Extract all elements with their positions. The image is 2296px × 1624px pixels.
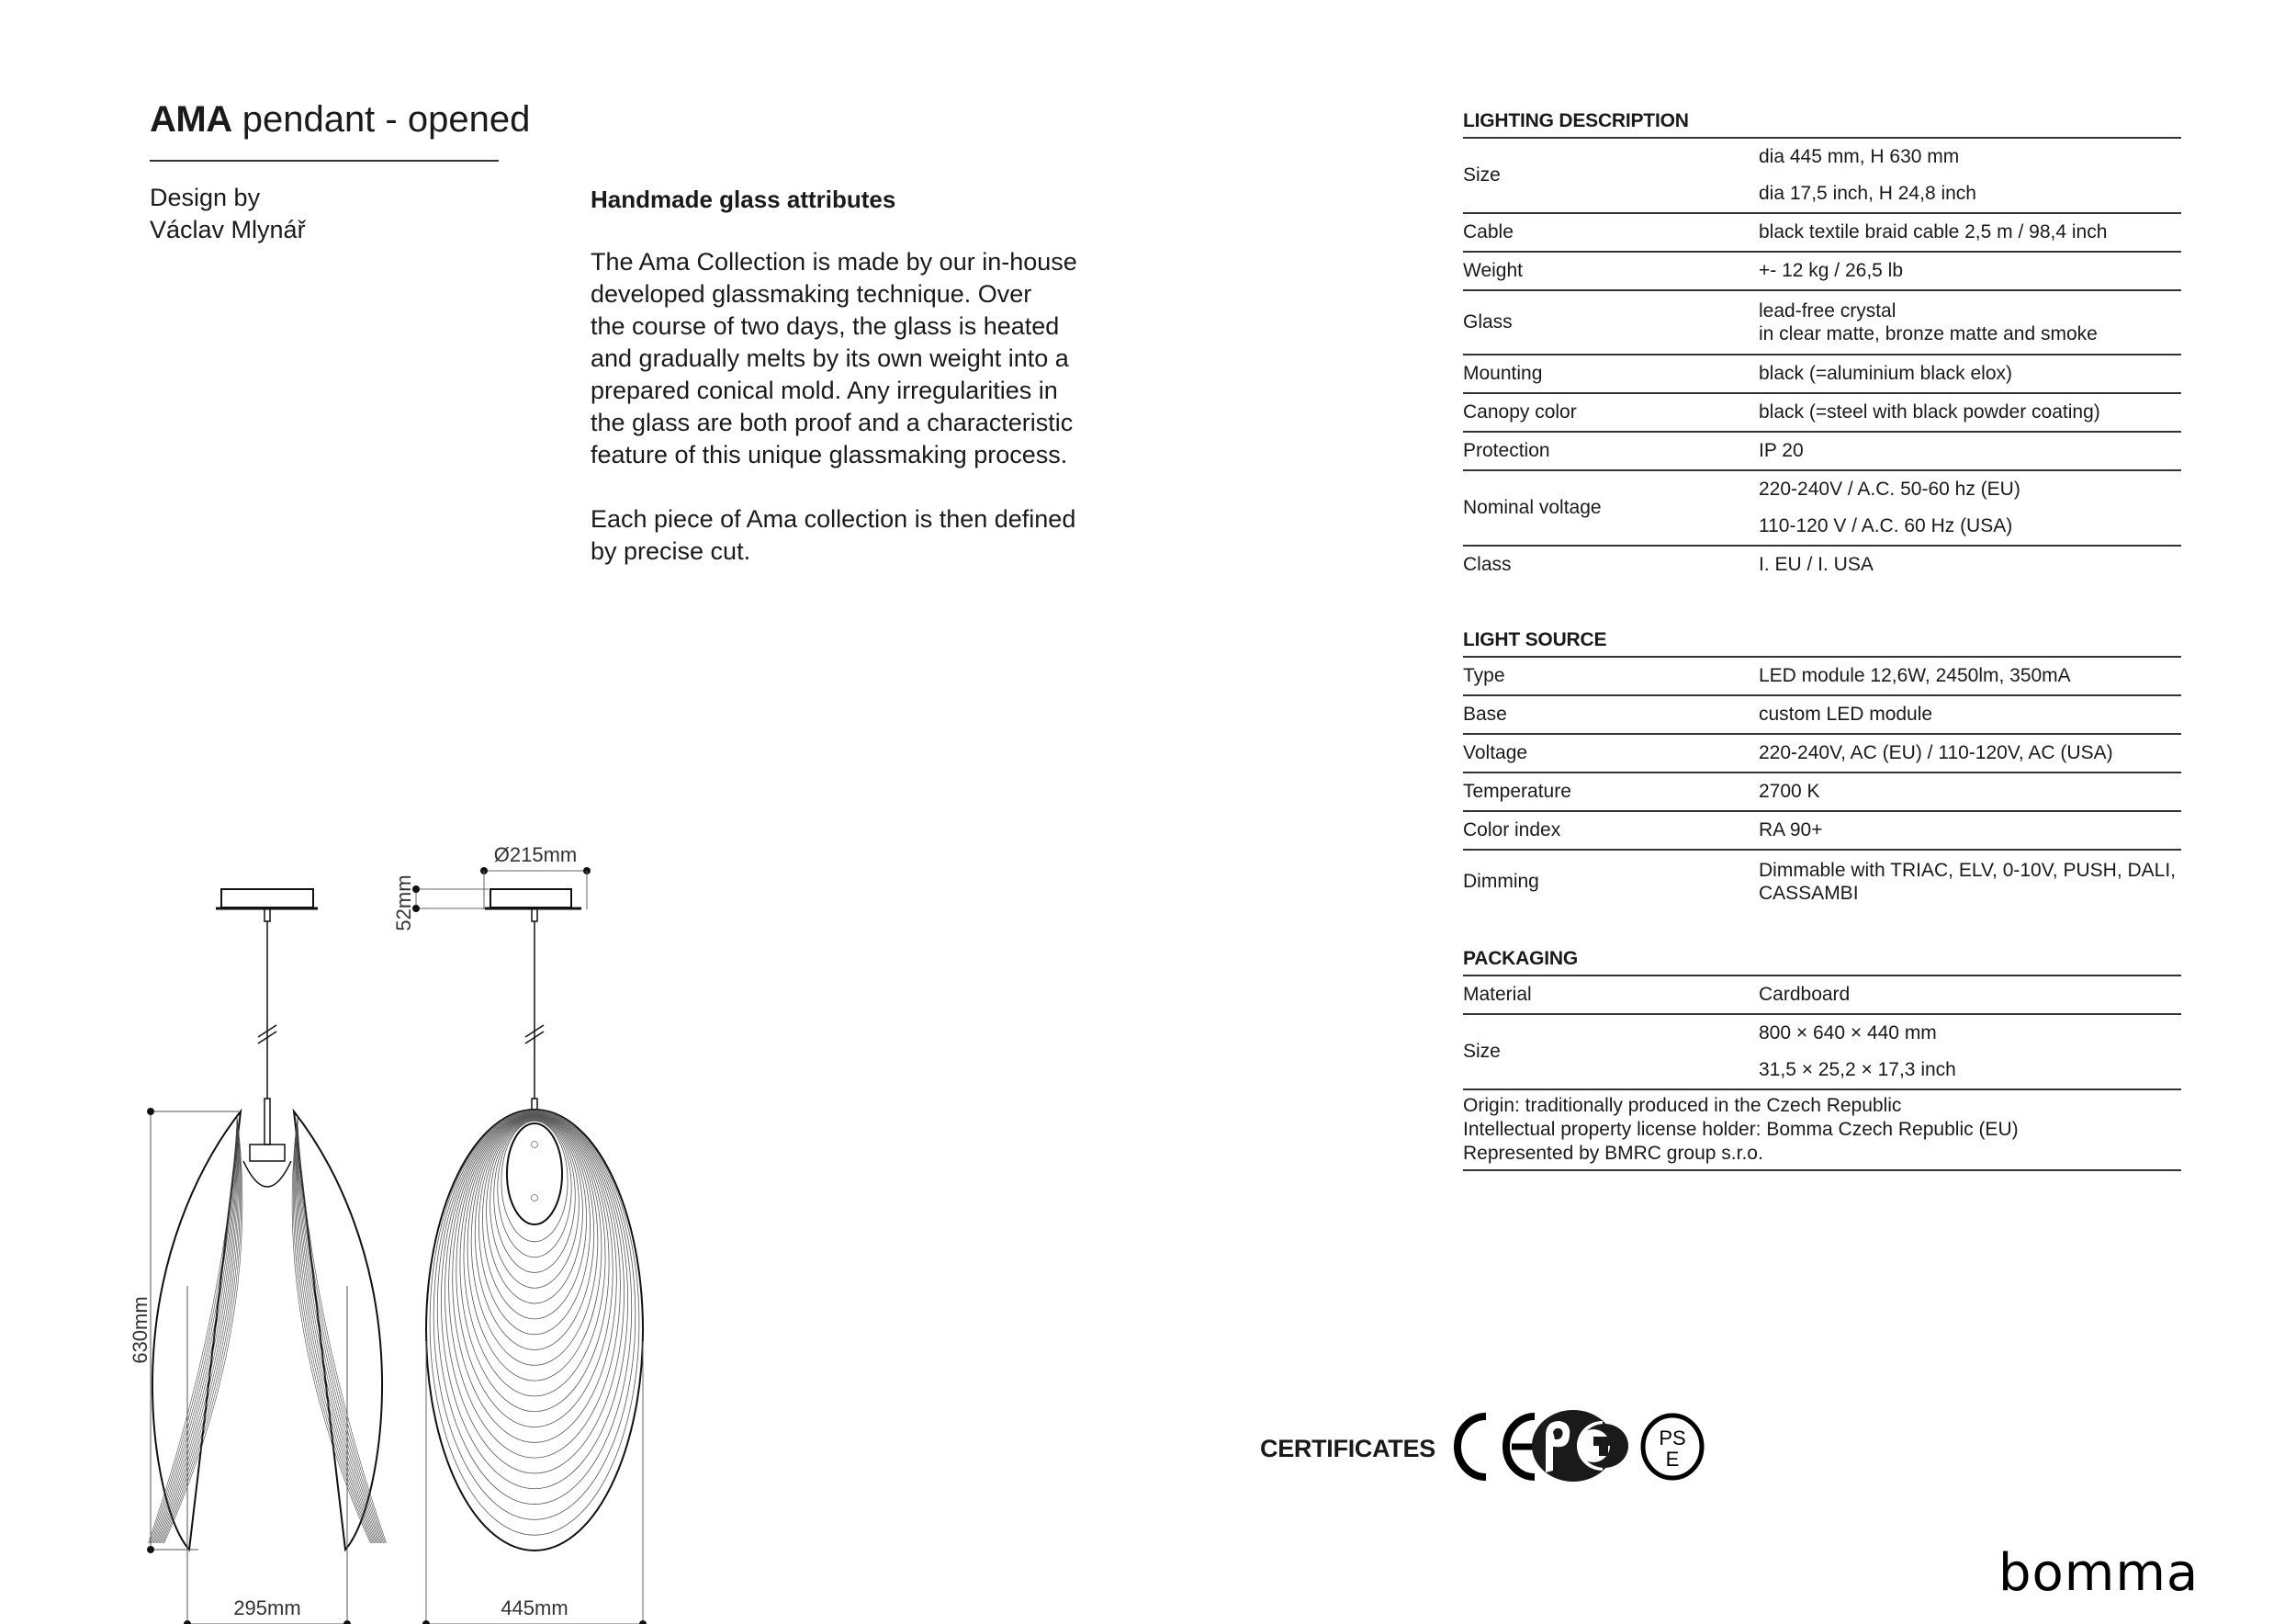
front-canopy xyxy=(490,889,571,908)
attributes-line: and gradually melts by its own weight into a xyxy=(591,344,1069,372)
spec-label: Protection xyxy=(1463,440,1550,461)
spec-value-line: custom LED module xyxy=(1759,704,1933,725)
page-title xyxy=(150,96,530,143)
front-width-dimension-label: 445mm xyxy=(501,1596,568,1619)
spec-label: Dimming xyxy=(1463,871,1539,892)
attributes-line: the course of two days, the glass is heated xyxy=(591,312,1060,340)
attributes-line: the glass are both proof and a characteristic xyxy=(591,409,1074,436)
designer-name: Václav Mlynář xyxy=(150,216,306,243)
spec-row xyxy=(1463,355,2181,394)
side-view-drawing xyxy=(148,889,386,1550)
attributes-line: developed glassmaking technique. Over xyxy=(591,280,1032,308)
pse-top-text: PS xyxy=(1659,1427,1686,1449)
spec-value-line: in clear matte, bronze matte and smoke xyxy=(1759,323,2098,344)
spec-row xyxy=(1463,214,2181,253)
spec-value xyxy=(1759,471,2181,545)
spec-value-line: 31,5 × 25,2 × 17,3 inch xyxy=(1759,1059,1956,1080)
spec-value-line: dia 445 mm, H 630 mm xyxy=(1759,146,1960,167)
title-divider xyxy=(150,160,499,162)
spec-label: Base xyxy=(1463,704,1507,725)
glass-line xyxy=(292,1117,370,1543)
pse-bottom-text: E xyxy=(1665,1448,1680,1471)
height-dimension-label: 630mm xyxy=(129,1296,152,1364)
spec-row xyxy=(1463,851,2181,913)
spec-row xyxy=(1463,139,2181,214)
spec-row xyxy=(1463,735,2181,773)
glass-line xyxy=(164,1117,242,1543)
spec-label: Color index xyxy=(1463,819,1561,840)
light-source-heading: LIGHT SOURCE xyxy=(1463,625,2181,658)
spec-value xyxy=(1759,394,2181,431)
attributes-line: prepared conical mold. Any irregularities in xyxy=(591,377,1058,404)
spec-label: Size xyxy=(1463,1041,1501,1062)
spec-row xyxy=(1463,547,2181,583)
spec-value-line: 2700 K xyxy=(1759,781,1820,802)
spec-value-line: black (=steel with black powder coating) xyxy=(1759,401,2100,423)
spec-value xyxy=(1759,291,2181,354)
attributes-line: The Ama Collection is made by our in-house xyxy=(591,248,1077,276)
represented-note: Represented by BMRC group s.r.o. xyxy=(1463,1143,1763,1164)
spec-value xyxy=(1759,658,2181,694)
packaging-notes xyxy=(1463,1090,2181,1171)
spec-value-line: LED module 12,6W, 2450lm, 350mA xyxy=(1759,665,2071,686)
spec-row xyxy=(1463,433,2181,471)
side-canopy xyxy=(221,889,313,908)
glass-line xyxy=(294,1118,373,1543)
attributes-paragraph-1 xyxy=(591,246,1142,471)
spec-value-line: 110-120 V / A.C. 60 Hz (USA) xyxy=(1759,515,2013,536)
spec-value xyxy=(1759,773,2181,810)
spec-label: Voltage xyxy=(1463,742,1528,763)
glass-line xyxy=(162,1118,241,1543)
spec-value xyxy=(1759,253,2181,289)
packaging-table xyxy=(1463,943,2181,1171)
spec-label: Cable xyxy=(1463,221,1514,242)
title-variant: pendant - opened xyxy=(231,99,531,140)
attributes-heading: Handmade glass attributes xyxy=(591,186,896,213)
spec-value-line: 220-240V / A.C. 50-60 hz (EU) xyxy=(1759,479,2020,500)
spec-row xyxy=(1463,471,2181,547)
spec-value xyxy=(1759,433,2181,469)
attributes-paragraph-2 xyxy=(591,503,1142,568)
glass-line xyxy=(160,1119,239,1543)
spec-value xyxy=(1759,735,2181,772)
spec-value-line: I. EU / I. USA xyxy=(1759,554,1874,575)
designer-credit xyxy=(150,182,306,246)
pct-mark-icon xyxy=(1529,1408,1630,1483)
front-dimensions xyxy=(412,867,647,1624)
attributes-line: Each piece of Ama collection is then defined xyxy=(591,505,1076,533)
spec-value-line: black (=aluminium black elox) xyxy=(1759,363,2013,384)
packaging-heading: PACKAGING xyxy=(1463,943,2181,976)
spec-row xyxy=(1463,696,2181,735)
side-dimensions xyxy=(147,1108,351,1624)
license-note: Intellectual property license holder: Bomma Czech Republic (EU) xyxy=(1463,1119,2019,1140)
spec-row xyxy=(1463,976,2181,1015)
spec-row xyxy=(1463,291,2181,355)
spec-value xyxy=(1759,547,2181,583)
side-width-dimension-label: 295mm xyxy=(233,1596,301,1619)
spec-label: Glass xyxy=(1463,311,1513,333)
spec-value-line: dia 17,5 inch, H 24,8 inch xyxy=(1759,183,1976,204)
certificates-label: CERTIFICATES xyxy=(1260,1435,1435,1462)
canopy-height-label: 52mm xyxy=(392,874,415,931)
spec-row xyxy=(1463,1015,2181,1090)
spec-label: Mounting xyxy=(1463,363,1543,384)
spec-value xyxy=(1759,976,2181,1013)
front-view-drawing xyxy=(426,889,643,1551)
glass-line xyxy=(295,1119,374,1543)
pse-mark-icon xyxy=(1638,1412,1707,1482)
spec-label: Weight xyxy=(1463,260,1523,281)
spec-value-line: Dimmable with TRIAC, ELV, 0-10V, PUSH, DALI, xyxy=(1759,860,2177,881)
light-source-table xyxy=(1463,625,2181,913)
spec-value xyxy=(1759,214,2181,251)
canopy-diameter-label: Ø215mm xyxy=(493,843,578,866)
spec-row xyxy=(1463,253,2181,291)
spec-row xyxy=(1463,812,2181,851)
spec-value xyxy=(1759,812,2181,849)
spec-label: Nominal voltage xyxy=(1463,497,1602,518)
spec-value xyxy=(1759,1015,2181,1088)
spec-value xyxy=(1759,139,2181,212)
spec-value-line: lead-free crystal xyxy=(1759,300,1896,321)
spec-value xyxy=(1759,355,2181,392)
attributes-body xyxy=(591,246,1142,600)
attributes-line: feature of this unique glassmaking process. xyxy=(591,441,1068,468)
spec-label: Class xyxy=(1463,554,1512,575)
spec-label: Canopy color xyxy=(1463,401,1577,423)
technical-drawing xyxy=(129,843,680,1619)
spec-value-line: +- 12 kg / 26,5 lb xyxy=(1759,260,1904,281)
spec-value-line: 220-240V, AC (EU) / 110-120V, AC (USA) xyxy=(1759,742,2113,763)
spec-value-line: RA 90+ xyxy=(1759,819,1823,840)
bomma-logo: bomma xyxy=(1998,1543,2200,1603)
spec-value-line: 800 × 640 × 440 mm xyxy=(1759,1022,1937,1043)
spec-value-line: IP 20 xyxy=(1759,440,1804,461)
spec-value-line: CASSAMBI xyxy=(1759,883,1859,904)
lighting-description-table xyxy=(1463,106,2181,583)
attributes-line: by precise cut. xyxy=(591,537,751,565)
spec-row xyxy=(1463,658,2181,696)
spec-label: Material xyxy=(1463,984,1532,1005)
spec-value xyxy=(1759,851,2181,913)
title-product-name: AMA xyxy=(150,99,232,140)
spec-row xyxy=(1463,773,2181,812)
spec-value xyxy=(1759,696,2181,733)
spec-label: Size xyxy=(1463,164,1501,186)
spec-label: Temperature xyxy=(1463,781,1571,802)
designer-label: Design by xyxy=(150,184,261,211)
spec-row xyxy=(1463,394,2181,433)
origin-note: Origin: traditionally produced in the Czech Republic xyxy=(1463,1095,1902,1116)
lighting-description-heading: LIGHTING DESCRIPTION xyxy=(1463,106,2181,139)
spec-value-line: black textile braid cable 2,5 m / 98,4 inch xyxy=(1759,221,2108,242)
spec-label: Type xyxy=(1463,665,1505,686)
glass-line xyxy=(151,1123,237,1543)
spec-value-line: Cardboard xyxy=(1759,984,1851,1005)
glass-line xyxy=(298,1123,384,1543)
glass-opening xyxy=(507,1123,562,1224)
